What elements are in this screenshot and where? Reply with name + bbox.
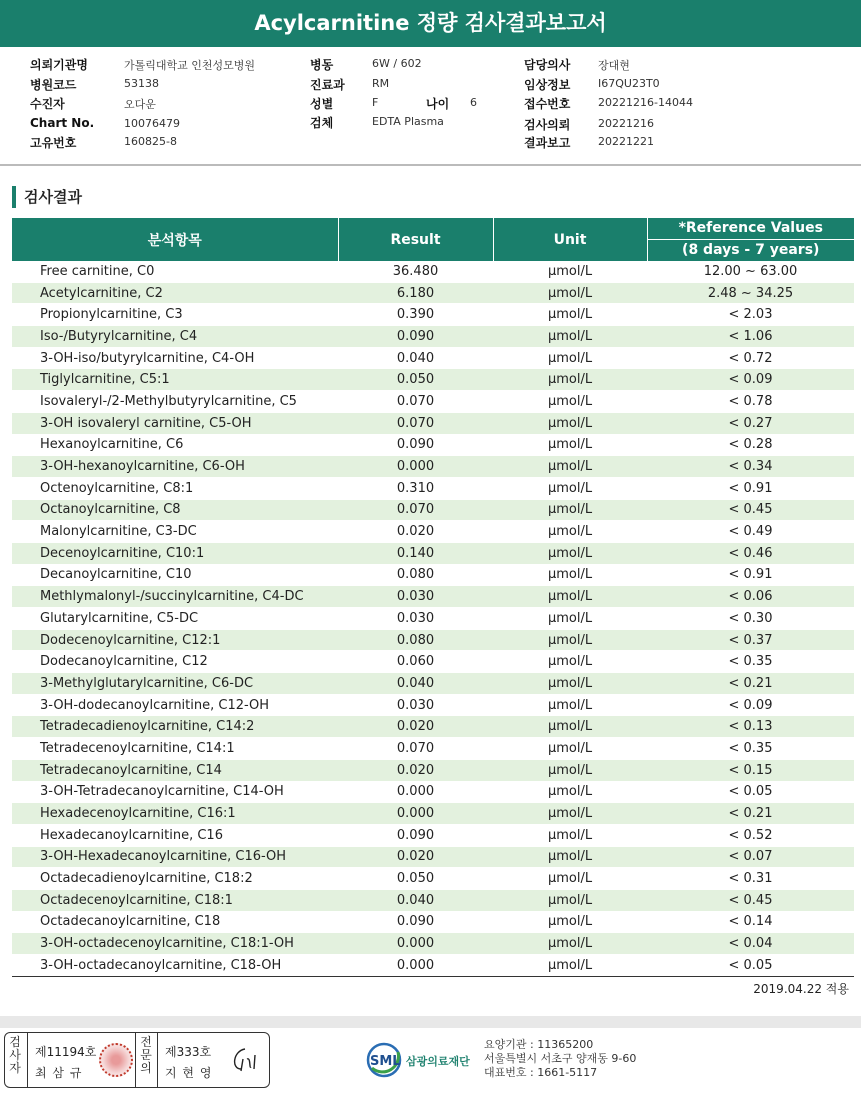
table-row xyxy=(12,412,854,434)
analyte-name: Octanoylcarnitine, C8 xyxy=(12,499,338,521)
result-value: 0.050 xyxy=(338,868,493,890)
result-value: 0.080 xyxy=(338,629,493,651)
table-row xyxy=(12,608,854,630)
table-row xyxy=(12,933,854,955)
analyte-name: 3-OH-Hexadecanoylcarnitine, C16-OH xyxy=(12,846,338,868)
reference-value: 12.00 ~ 63.00 xyxy=(647,261,854,282)
signature-divider xyxy=(135,1033,136,1087)
info-label-ward: 병동 xyxy=(310,58,334,72)
unit-value: μmol/L xyxy=(493,673,647,695)
reference-value: < 0.05 xyxy=(647,781,854,803)
table-row xyxy=(12,868,854,890)
table-row xyxy=(12,477,854,499)
analyte-name: 3-OH isovaleryl carnitine, C5-OH xyxy=(12,412,338,434)
unit-value: μmol/L xyxy=(493,326,647,348)
unit-value: μmol/L xyxy=(493,564,647,586)
report-title: Acylcarnitine 정량 검사결과보고서 xyxy=(0,0,861,47)
table-row xyxy=(12,759,854,781)
patient-info xyxy=(0,52,861,162)
table-row xyxy=(12,261,854,282)
table-row xyxy=(12,347,854,369)
table-row xyxy=(12,738,854,760)
reference-value: < 0.21 xyxy=(647,803,854,825)
info-value-ward: 6W / 602 xyxy=(372,57,422,70)
result-value: 36.480 xyxy=(338,261,493,282)
unit-value: μmol/L xyxy=(493,434,647,456)
info-label-clinical-info: 임상정보 xyxy=(524,78,571,92)
analyte-name: Tetradecenoylcarnitine, C14:1 xyxy=(12,738,338,760)
result-value: 0.060 xyxy=(338,651,493,673)
table-row xyxy=(12,716,854,738)
analyte-name: Malonylcarnitine, C3-DC xyxy=(12,521,338,543)
sml-logo xyxy=(366,1042,478,1086)
result-value: 0.310 xyxy=(338,477,493,499)
inspector-name: 최 삼 규 xyxy=(35,1066,83,1080)
result-value: 0.000 xyxy=(338,955,493,977)
analyte-name: 3-OH-hexanoylcarnitine, C6-OH xyxy=(12,456,338,478)
unit-value: μmol/L xyxy=(493,781,647,803)
unit-value: μmol/L xyxy=(493,261,647,282)
info-label-accession-no: 접수번호 xyxy=(524,97,571,111)
table-row xyxy=(12,651,854,673)
header-unit: Unit xyxy=(493,218,647,261)
analyte-name: Octadecadienoylcarnitine, C18:2 xyxy=(12,868,338,890)
unit-value: μmol/L xyxy=(493,586,647,608)
unit-value: μmol/L xyxy=(493,542,647,564)
header-divider xyxy=(0,164,861,166)
result-value: 0.140 xyxy=(338,542,493,564)
unit-value: μmol/L xyxy=(493,304,647,326)
results-table xyxy=(12,218,854,977)
info-value-request-date: 20221216 xyxy=(598,117,654,130)
org-line-3: 대표번호 : 1661-5117 xyxy=(484,1066,598,1079)
logo-text: SML xyxy=(370,1054,401,1069)
result-value: 0.040 xyxy=(338,889,493,911)
unit-value: μmol/L xyxy=(493,694,647,716)
analyte-name: Hexadecenoylcarnitine, C16:1 xyxy=(12,803,338,825)
table-row xyxy=(12,304,854,326)
info-label-request-date: 검사의뢰 xyxy=(524,118,571,132)
unit-value: μmol/L xyxy=(493,521,647,543)
info-label-chart-no: Chart No. xyxy=(30,116,95,130)
unit-value: μmol/L xyxy=(493,477,647,499)
result-value: 0.390 xyxy=(338,304,493,326)
info-value-report-date: 20221221 xyxy=(598,135,654,148)
unit-value: μmol/L xyxy=(493,651,647,673)
result-value: 0.080 xyxy=(338,564,493,586)
analyte-name: Tetradecanoylcarnitine, C14 xyxy=(12,759,338,781)
info-label-patient: 수진자 xyxy=(30,97,65,111)
analyte-name: Octenoylcarnitine, C8:1 xyxy=(12,477,338,499)
info-value-doctor: 장대현 xyxy=(598,59,630,72)
analyte-name: Tetradecadienoylcarnitine, C14:2 xyxy=(12,716,338,738)
unit-value: μmol/L xyxy=(493,608,647,630)
info-value-sex: F xyxy=(372,96,379,109)
info-label-hospital-code: 병원코드 xyxy=(30,78,77,92)
analyte-name: Free carnitine, C0 xyxy=(12,261,338,282)
info-value-clinical-info: I67QU23T0 xyxy=(598,77,660,90)
reference-value: < 0.21 xyxy=(647,673,854,695)
result-value: 0.020 xyxy=(338,759,493,781)
analyte-name: 3-OH-octadecanoylcarnitine, C18-OH xyxy=(12,955,338,977)
reference-value: < 0.09 xyxy=(647,369,854,391)
reference-value: < 0.52 xyxy=(647,824,854,846)
footer-divider xyxy=(0,1016,861,1028)
result-value: 0.090 xyxy=(338,911,493,933)
table-row xyxy=(12,955,854,977)
analyte-name: Methlymalonyl-/succinylcarnitine, C4-DC xyxy=(12,586,338,608)
analyte-name: Hexanoylcarnitine, C6 xyxy=(12,434,338,456)
info-label-unique-no: 고유번호 xyxy=(30,136,77,150)
unit-value: μmol/L xyxy=(493,759,647,781)
result-value: 6.180 xyxy=(338,282,493,304)
specialist-signature xyxy=(227,1045,263,1075)
result-value: 0.090 xyxy=(338,434,493,456)
signature-divider xyxy=(157,1033,158,1087)
reference-value: < 0.91 xyxy=(647,477,854,499)
reference-value: < 0.27 xyxy=(647,412,854,434)
result-value: 0.030 xyxy=(338,608,493,630)
reference-value: < 0.05 xyxy=(647,955,854,977)
analyte-name: Iso-/Butyrylcarnitine, C4 xyxy=(12,326,338,348)
info-label-specimen: 검체 xyxy=(310,116,334,130)
table-row xyxy=(12,694,854,716)
table-row xyxy=(12,542,854,564)
table-row xyxy=(12,456,854,478)
analyte-name: Octadecenoylcarnitine, C18:1 xyxy=(12,889,338,911)
table-row xyxy=(12,564,854,586)
info-label-sex: 성별 xyxy=(310,97,334,111)
reference-value: < 0.78 xyxy=(647,391,854,413)
reference-value: < 0.31 xyxy=(647,868,854,890)
table-row xyxy=(12,673,854,695)
result-value: 0.090 xyxy=(338,824,493,846)
info-value-department: RM xyxy=(372,77,390,90)
reference-value: < 0.34 xyxy=(647,456,854,478)
sml-logo-icon xyxy=(366,1042,478,1082)
unit-value: μmol/L xyxy=(493,889,647,911)
unit-value: μmol/L xyxy=(493,347,647,369)
reference-value: < 0.13 xyxy=(647,716,854,738)
unit-value: μmol/L xyxy=(493,369,647,391)
unit-value: μmol/L xyxy=(493,412,647,434)
table-row xyxy=(12,369,854,391)
analyte-name: 3-OH-Tetradecanoylcarnitine, C14-OH xyxy=(12,781,338,803)
reference-value: < 0.35 xyxy=(647,738,854,760)
info-value-patient: 오다운 xyxy=(124,98,156,111)
header-item: 분석항목 xyxy=(12,218,338,261)
reference-value: < 0.72 xyxy=(647,347,854,369)
reference-value: < 0.15 xyxy=(647,759,854,781)
unit-value: μmol/L xyxy=(493,499,647,521)
result-value: 0.040 xyxy=(338,673,493,695)
reference-value: < 0.45 xyxy=(647,889,854,911)
inspector-seal xyxy=(99,1043,133,1077)
unit-value: μmol/L xyxy=(493,629,647,651)
reference-value: < 0.45 xyxy=(647,499,854,521)
reference-value: < 0.49 xyxy=(647,521,854,543)
table-row xyxy=(12,586,854,608)
info-value-institution: 가톨릭대학교 인천성모병원 xyxy=(124,59,256,72)
result-value: 0.030 xyxy=(338,694,493,716)
org-line-2: 서울특별시 서초구 양재동 9-60 xyxy=(484,1052,637,1065)
info-value-hospital-code: 53138 xyxy=(124,77,159,90)
analyte-name: 3-OH-octadecenoylcarnitine, C18:1-OH xyxy=(12,933,338,955)
info-value-age: 6 xyxy=(470,96,477,109)
analyte-name: 3-OH-dodecanoylcarnitine, C12-OH xyxy=(12,694,338,716)
specialist-name: 지 현 영 xyxy=(165,1066,213,1080)
reference-value: < 1.06 xyxy=(647,326,854,348)
result-value: 0.000 xyxy=(338,933,493,955)
info-label-age: 나이 xyxy=(426,97,450,111)
reference-value: < 2.03 xyxy=(647,304,854,326)
result-value: 0.000 xyxy=(338,456,493,478)
unit-value: μmol/L xyxy=(493,282,647,304)
unit-value: μmol/L xyxy=(493,803,647,825)
reference-value: < 0.30 xyxy=(647,608,854,630)
org-line-1: 요양기관 : 11365200 xyxy=(484,1038,594,1051)
reference-value: < 0.46 xyxy=(647,542,854,564)
info-label-doctor: 담당의사 xyxy=(524,58,571,72)
table-row xyxy=(12,824,854,846)
signature-box xyxy=(4,1032,270,1088)
analyte-name: 3-OH-iso/butyrylcarnitine, C4-OH xyxy=(12,347,338,369)
reference-value: < 0.28 xyxy=(647,434,854,456)
result-value: 0.030 xyxy=(338,586,493,608)
table-row xyxy=(12,326,854,348)
table-row xyxy=(12,846,854,868)
table-row xyxy=(12,911,854,933)
specialist-label: 전문의 xyxy=(140,1035,152,1075)
result-value: 0.020 xyxy=(338,521,493,543)
table-row xyxy=(12,781,854,803)
info-value-unique-no: 160825-8 xyxy=(124,135,177,148)
result-value: 0.070 xyxy=(338,738,493,760)
header-reference xyxy=(647,218,854,261)
analyte-name: Decanoylcarnitine, C10 xyxy=(12,564,338,586)
analyte-name: Hexadecanoylcarnitine, C16 xyxy=(12,824,338,846)
analyte-name: Glutarylcarnitine, C5-DC xyxy=(12,608,338,630)
table-row xyxy=(12,434,854,456)
table-row xyxy=(12,803,854,825)
logo-org-name: 삼광의료재단 xyxy=(406,1055,470,1068)
signature-divider xyxy=(27,1033,28,1087)
reference-value: 2.48 ~ 34.25 xyxy=(647,282,854,304)
unit-value: μmol/L xyxy=(493,846,647,868)
analyte-name: Decenoylcarnitine, C10:1 xyxy=(12,542,338,564)
header-result: Result xyxy=(338,218,493,261)
results-body xyxy=(12,261,854,976)
unit-value: μmol/L xyxy=(493,868,647,890)
footnote: 2019.04.22 적용 xyxy=(753,982,849,996)
reference-value: < 0.06 xyxy=(647,586,854,608)
table-row xyxy=(12,391,854,413)
unit-value: μmol/L xyxy=(493,456,647,478)
inspector-license: 제11194호 xyxy=(35,1045,97,1059)
unit-value: μmol/L xyxy=(493,911,647,933)
info-label-report-date: 결과보고 xyxy=(524,136,571,150)
result-value: 0.070 xyxy=(338,391,493,413)
result-value: 0.090 xyxy=(338,326,493,348)
analyte-name: Octadecanoylcarnitine, C18 xyxy=(12,911,338,933)
info-label-institution: 의뢰기관명 xyxy=(30,58,88,72)
unit-value: μmol/L xyxy=(493,738,647,760)
info-value-chart-no: 10076479 xyxy=(124,117,180,130)
analyte-name: Tiglylcarnitine, C5:1 xyxy=(12,369,338,391)
table-row xyxy=(12,499,854,521)
reference-value: < 0.04 xyxy=(647,933,854,955)
analyte-name: Acetylcarnitine, C2 xyxy=(12,282,338,304)
reference-value: < 0.07 xyxy=(647,846,854,868)
result-value: 0.020 xyxy=(338,846,493,868)
table-row xyxy=(12,521,854,543)
reference-value: < 0.91 xyxy=(647,564,854,586)
table-row xyxy=(12,889,854,911)
result-value: 0.040 xyxy=(338,347,493,369)
result-value: 0.000 xyxy=(338,803,493,825)
specialist-license: 제333호 xyxy=(165,1045,212,1059)
result-value: 0.020 xyxy=(338,716,493,738)
unit-value: μmol/L xyxy=(493,391,647,413)
inspector-label: 검사자 xyxy=(9,1035,21,1075)
result-value: 0.070 xyxy=(338,412,493,434)
analyte-name: Dodecanoylcarnitine, C12 xyxy=(12,651,338,673)
organization-info xyxy=(484,1038,636,1080)
unit-value: μmol/L xyxy=(493,824,647,846)
analyte-name: 3-Methylglutarylcarnitine, C6-DC xyxy=(12,673,338,695)
analyte-name: Dodecenoylcarnitine, C12:1 xyxy=(12,629,338,651)
result-value: 0.050 xyxy=(338,369,493,391)
reference-value: < 0.37 xyxy=(647,629,854,651)
unit-value: μmol/L xyxy=(493,933,647,955)
info-label-department: 진료과 xyxy=(310,78,345,92)
section-title: 검사결과 xyxy=(12,186,82,208)
analyte-name: Isovaleryl-/2-Methylbutyrylcarnitine, C5 xyxy=(12,391,338,413)
unit-value: μmol/L xyxy=(493,716,647,738)
table-row xyxy=(12,629,854,651)
reference-value: < 0.14 xyxy=(647,911,854,933)
header-reference-title: *Reference Values xyxy=(648,218,855,240)
reference-value: < 0.09 xyxy=(647,694,854,716)
info-value-accession-no: 20221216-14044 xyxy=(598,96,693,109)
result-value: 0.070 xyxy=(338,499,493,521)
analyte-name: Propionylcarnitine, C3 xyxy=(12,304,338,326)
info-value-specimen: EDTA Plasma xyxy=(372,115,444,128)
header-reference-age-range: (8 days - 7 years) xyxy=(682,242,820,258)
result-value: 0.000 xyxy=(338,781,493,803)
table-row xyxy=(12,282,854,304)
unit-value: μmol/L xyxy=(493,955,647,977)
reference-value: < 0.35 xyxy=(647,651,854,673)
